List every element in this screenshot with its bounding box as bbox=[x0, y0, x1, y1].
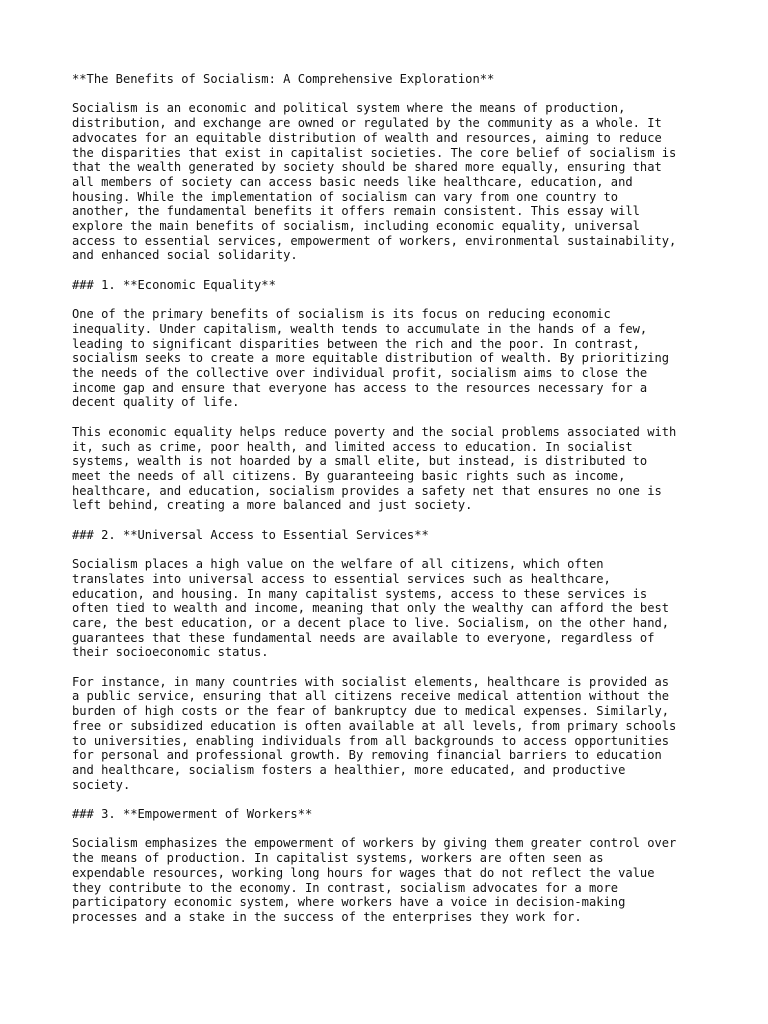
spacer bbox=[72, 263, 712, 278]
section-1-heading: ### 1. **Economic Equality** bbox=[72, 277, 276, 292]
document-page bbox=[72, 72, 712, 925]
section-2-paragraph-2: For instance, in many countries with socialist elements, healthcare is provided as a public service, ensuring that all citizens receive medical attention without the burden of high costs or the fear of bankruptcy due to medical expenses. Similarly, free or subsidized education is often available at all levels, from primary schools to universities, enabling individuals from all backgrounds to access opportunities for personal and professional growth. By removing financial barriers to education and healthcare, socialism fosters a healthier, more educated, and productive society. bbox=[72, 674, 677, 792]
section-2-heading: ### 2. **Universal Access to Essential Services** bbox=[72, 527, 429, 542]
spacer bbox=[72, 293, 712, 308]
intro-paragraph: Socialism is an economic and political system where the means of production, distribution, and exchange are owned or regulated by the community as a whole. It advocates for an equitable distribution of wealth and resources, aiming to reduce the disparities that exist in capitalist societies. The core belief of socialism is that the wealth generated by society should be shared more equally, ensuring that all members of society can access basic needs like healthcare, education, and housing. While the implementation of socialism can vary from one country to another, the fundamental benefits it offers remain consistent. This essay will explore the main benefits of socialism, including economic equality, universal access to essential services, empowerment of workers, environmental sustainability, and enhanced social solidarity. bbox=[72, 101, 677, 263]
spacer bbox=[72, 792, 712, 807]
spacer bbox=[72, 822, 712, 837]
spacer bbox=[72, 87, 712, 102]
document-title: **The Benefits of Socialism: A Comprehensive Exploration** bbox=[72, 72, 495, 86]
section-1-paragraph-2: This economic equality helps reduce poverty and the social problems associated with it, such as crime, poor health, and limited access to education. In socialist systems, wealth is not hoarded by a small elite, but instead, is distributed to meet the needs of all citizens. By guaranteeing basic rights such as income, healthcare, and education, socialism provides a safety net that ensures no one is left behind, creating a more balanced and just society. bbox=[72, 424, 677, 513]
spacer bbox=[72, 660, 712, 675]
section-2-paragraph-1: Socialism places a high value on the welfare of all citizens, which often translates into universal access to essential services such as healthcare, education, and housing. In many capitalist systems, access to these services is often tied to wealth and income, meaning that only the wealthy can afford the best care, the best education, or a decent place to live. Socialism, on the other hand, guarantees that these fundamental needs are available to everyone, regardless of their socioeconomic status. bbox=[72, 557, 670, 660]
section-3-heading: ### 3. **Empowerment of Workers** bbox=[72, 807, 313, 822]
spacer bbox=[72, 410, 712, 425]
spacer bbox=[72, 513, 712, 528]
section-1-paragraph-1: One of the primary benefits of socialism is its focus on reducing economic inequality. Under capitalism, wealth tends to accumulate in the hands of a few, leading to significant disparities between the rich and the poor. In contrast, socialism seeks to create a more equitable distribution of wealth. By prioritizing the needs of the collective over individual profit, socialism aims to close the income gap and ensure that everyone has access to the resources necessary for a decent quality of life. bbox=[72, 307, 670, 410]
section-3-paragraph-1: Socialism emphasizes the empowerment of workers by giving them greater control over the means of production. In capitalist systems, workers are often seen as expendable resources, working long hours for wages that do not reflect the value they contribute to the economy. In contrast, socialism advocates for a more participatory economic system, where workers have a voice in decision-making processes and a stake in the success of the enterprises they work for. bbox=[72, 836, 677, 924]
spacer bbox=[72, 542, 712, 557]
